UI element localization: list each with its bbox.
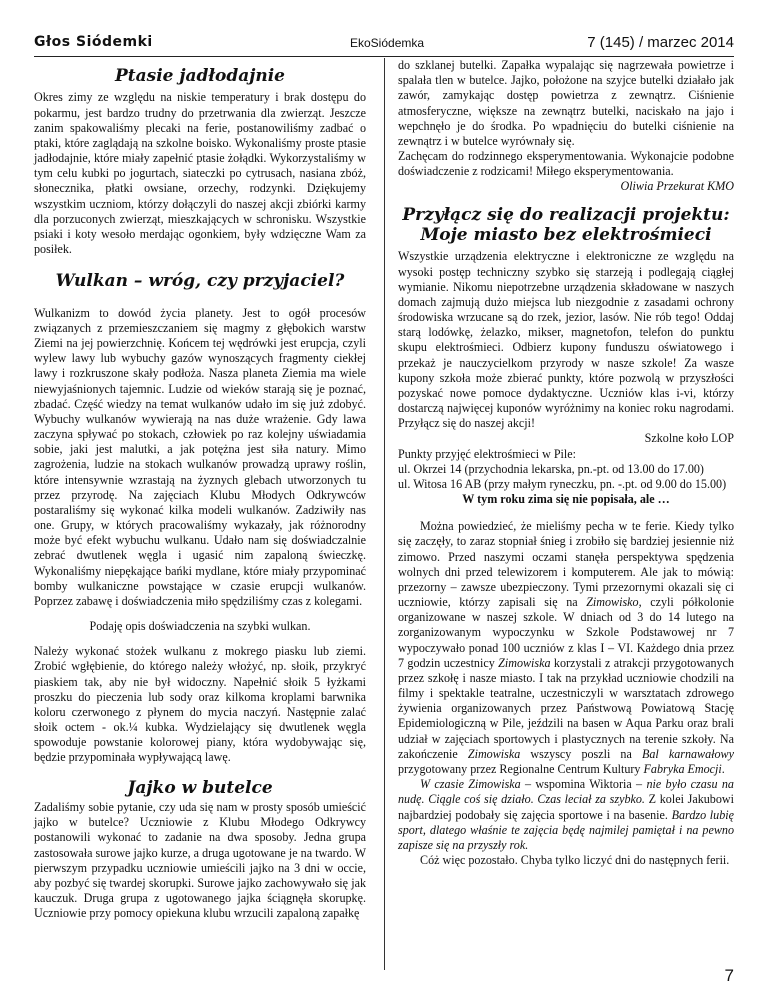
article-title-winter: W tym roku zima się nie popisała, ale … [462, 492, 670, 507]
article-title-volcano: Wulkan – wróg, czy przyjaciel? [55, 271, 345, 292]
article-title-project: Przyłącz się do realizacji projektu: [402, 204, 730, 225]
article-paragraph: Należy wykonać stożek wulkanu z mokrego piasku lub ziemi. Zrobić wgłębienie, do którego należy włożyć, np. słoik, przykryć piaskiem tak, aby nie był widoczny. Napełnić słoik 5 łyżkami proszku do pieczenia lub sody oraz kilkoma kroplami barwnika koloru czerwonego z płynem do mycia naczyń. Następnie zalać słoik octem - ok.¼ kubka. Wydzielający się dwutlenek węgla spowoduje powstanie kolorowej piany, która wydobywając się, będzie przypominała wypływającą lawę. [34, 644, 366, 765]
page-number: 7 [724, 966, 734, 985]
article-paragraph: W czasie Zimowiska – wspomina Wiktoria – nie było czasu na nudę. Ciągle coś się działo. Czas leciał za szybko. Z kolei Jakubowi najbardziej podobały się zajęcia sportowe i na basenie. Bardzo lubię sport, dlatego właśnie te zajęcia będę najmilej pamiętał i na pewno zapisze się na przyszły rok. [398, 777, 734, 852]
article-title-project-line2: Moje miasto bez elektrośmieci [420, 224, 712, 245]
address-line: ul. Okrzei 14 (przychodnia lekarska, pn.-pt. od 13.00 do 17.00) [398, 461, 704, 476]
page-header [34, 34, 734, 57]
author-signature: Oliwia Przekurat KMO [620, 179, 734, 194]
subheading: Podaję opis doświadczenia na szybki wulkan. [89, 619, 311, 634]
article-paragraph: do szklanej butelki. Zapałka wypalając się nagrzewała powietrze i spalała tlen w butelce. Jajko, położone na szyjce butelki działało jak zawór, zamykając dostęp powietrza z zewnątrz. Ciśnienie atmosferyczne, większe na zewnątrz butelki, naciskało na jajo i wepchnęło je do środka. Po wpadnięciu do butelki ciśnienie na zewnątrz i w butelce wyrównały się. [398, 58, 734, 148]
author-signature: Szkolne koło LOP [644, 431, 734, 446]
column-divider [384, 58, 385, 970]
right-column [398, 58, 734, 868]
newspaper-title: Głos Siódemki [34, 34, 153, 50]
article-paragraph: Cóż więc pozostało. Chyba tylko liczyć dni do następnych ferii. [420, 853, 730, 868]
article-paragraph: Okres zimy ze względu na niskie temperatury i brak dostępu do pokarmu, jest bardzo trudny do przetrwania dla zwierząt. Jeszcze zanim spakowaliśmy plecaki na ferie, postanowiliśmy zadbać o ptaki, które zaglądają na szkolne boisko. Wykonaliśmy proste ptasie jadłodajnie, które miały zapełnić ptasie żołądki. Wykorzystaliśmy w tym celu kubki po jogurtach, siateczki po cytrusach, nasiana zbóż, słonecznika, płatki owsiane, orzechy, rodzynki. Dziękujemy wszystkim uczniom, którzy dołączyli do naszej akcji zbiórki karmy dla porzuconych zwierząt, mieszkających w schronisku. Wszystkie psiaki i koty wesoło merdając ogonkiem, były wdzięczne Wam za posiłek. [34, 90, 366, 257]
article-paragraph: Wulkanizm to dowód życia planety. Jest to ogół procesów związanych z przemieszczaniem się magmy z głębokich warstw Ziemi na jej powierzchnię. Końcem tej wędrówki jest erupcja, czyli wylew lawy lub wybuchy gazów wynoszących fragmenty ciekłej lawy i rozkruszone skały podłoża. Nasza planeta Ziemia ma wiele niewyjaśnionych tajemnic. Ludzie od wieków starają się je poznać, zbadać. Część wiedzy na temat wulkanów udało im się już zdobyć. Wybuchy wulkanów wywierają na nas duże wrażenie. Gdy lawa zaczyna spływać po stokach, człowiek po raz kolejny uświadamia sobie, jaki jest malutki, a jak potężna jest siła natury. Mimo zagrożenia, ludzie na stokach wulkanów prowadzą uprawy roślin, które intensywnie wzrastają na żyznych glebach utworzonych tu przez przyrodę. Na zajęciach Klubu Młodych Odkrywców postaraliśmy się wykonać kilka modeli wulkanów. Zadziwiły nas one. Grupy, w których pracowaliśmy wykazały, jak różnorodny może być efekt wybuchu wulkanu. Udało nam się doświadczalnie zebrać dwutlenek węgla i ugasić nim zapaloną świeczkę. Wykonaliśmy niepękające bańki mydlane, które miały przypominać bomby wulkaniczne powstające w czasie erupcji wulkanów. Poprzez zabawę i doświadczenia miło spędziliśmy czas z kolegami. [34, 305, 366, 608]
address-line: ul. Witosa 16 AB (przy małym ryneczku, pn. -.pt. od 9.00 do 15.00) [398, 476, 727, 491]
article-paragraph: Można powiedzieć, że mieliśmy pecha w te ferie. Kiedy tylko się zaczęły, to zaraz stopniał śnieg i zrobiło się bardziej jesiennie niż zimowo. Przed naszymi oczami stanęła perspektywa spędzenia wolnych dni przed telewizorem i komputerem. Ale jak to mówią: przezorny – zawsze ubezpieczony. Tymi przezornymi okazali się ci uczniowie, którzy zapisali się na Zimowisko, czyli półkolonie organizowane w naszej szkole. W dniach od 3 do 14 lutego na zorganizowanym wypoczynku w Szkole Podstawowej nr 7 wypoczywało ponad 100 uczniów z klas I – VI. Każdego dnia przez 7 godzin uczestnicy Zimowiska korzystali z atrakcji przygotowanych przez szkołę i nasze miasto. I tak na przykład uczniowie chodzili na filmy i spektakle teatralne, uczestniczyli w warsztatach zdrowego żywienia organizowanych przez Państwową Powiatową Stację Epidemiologiczną w Pile, jeździli na basen w Aqua Parku oraz brali udział w zajęciach sportowych i plastycznych na terenie szkoły. Na zakończenie Zimowiska wszyscy poszli na Bal karnawałowy przygotowany przez Regionalne Centrum Kultury Fabryka Emocji. [398, 519, 734, 776]
issue-date: 7 (145) / marzec 2014 [587, 34, 734, 51]
article-title-egg: Jajko w butelce [127, 777, 273, 798]
article-paragraph: Zachęcam do rodzinnego eksperymentowania. Wykonajcie podobne doświadczenie z rodzicami! Miłego eksperymentowania. [398, 149, 734, 179]
section-name: EkoSiódemka [350, 36, 425, 50]
left-column [34, 58, 366, 921]
article-title-bird-feeders: Ptasie jadłodajnie [114, 66, 286, 86]
article-paragraph: Wszystkie urządzenia elektryczne i elektroniczne ze względu na wysoki postęp techniczny szybko się starzeją i podlegają ciągłej wymianie. Nikomu niepotrzebne urządzenia składowane w naszych domach zajmują dużo miejsca lub niezgodnie z zasadami ochrony środowiska wrzucane są do rzek, jezior, lasów. Nie rób tego! Oddaj starą lodówkę, żelazko, mikser, magnetofon, telefon do punktu skupu elektrośmieci. Odbierz kupony funduszu oświatowego i przekaż je nauczycielkom przyrody w nasze szkole! Za wasze kupony szkoła może zbierać punkty, które pozwolą w przyszłości pozyskać nowe pomoce dydaktyczne. Uczniów klas i-vi, którzy dostarczą najwięcej kuponów wyróżnimy na koniec roku nagrodami. Przyłącz się do naszej akcji! [398, 249, 734, 431]
article-paragraph: Punkty przyjęć elektrośmieci w Pile: [398, 446, 577, 461]
article-paragraph: Zadaliśmy sobie pytanie, czy uda się nam w prosty sposób umieścić jajko w butelce? Uczniowie z Klubu Młodego Odkrywcy postanowili wykonać to zadanie na dwa sposoby. Jedna grupa zastosowała surowe jajko kurze, a druga ugotowane je na twardo. W pierwszym przypadku uczniowie umieścili jajko na 3 dni w occie, aby pozbyć się twardej skorupki. Surowe jajko zachowywało się jak kauczuk. Druga grupa z ugotowanego jajka ściągnęła skorupkę. Uczniowie przy pomocy opiekuna klubu wrzucili zapaloną zapałkę [34, 800, 366, 921]
